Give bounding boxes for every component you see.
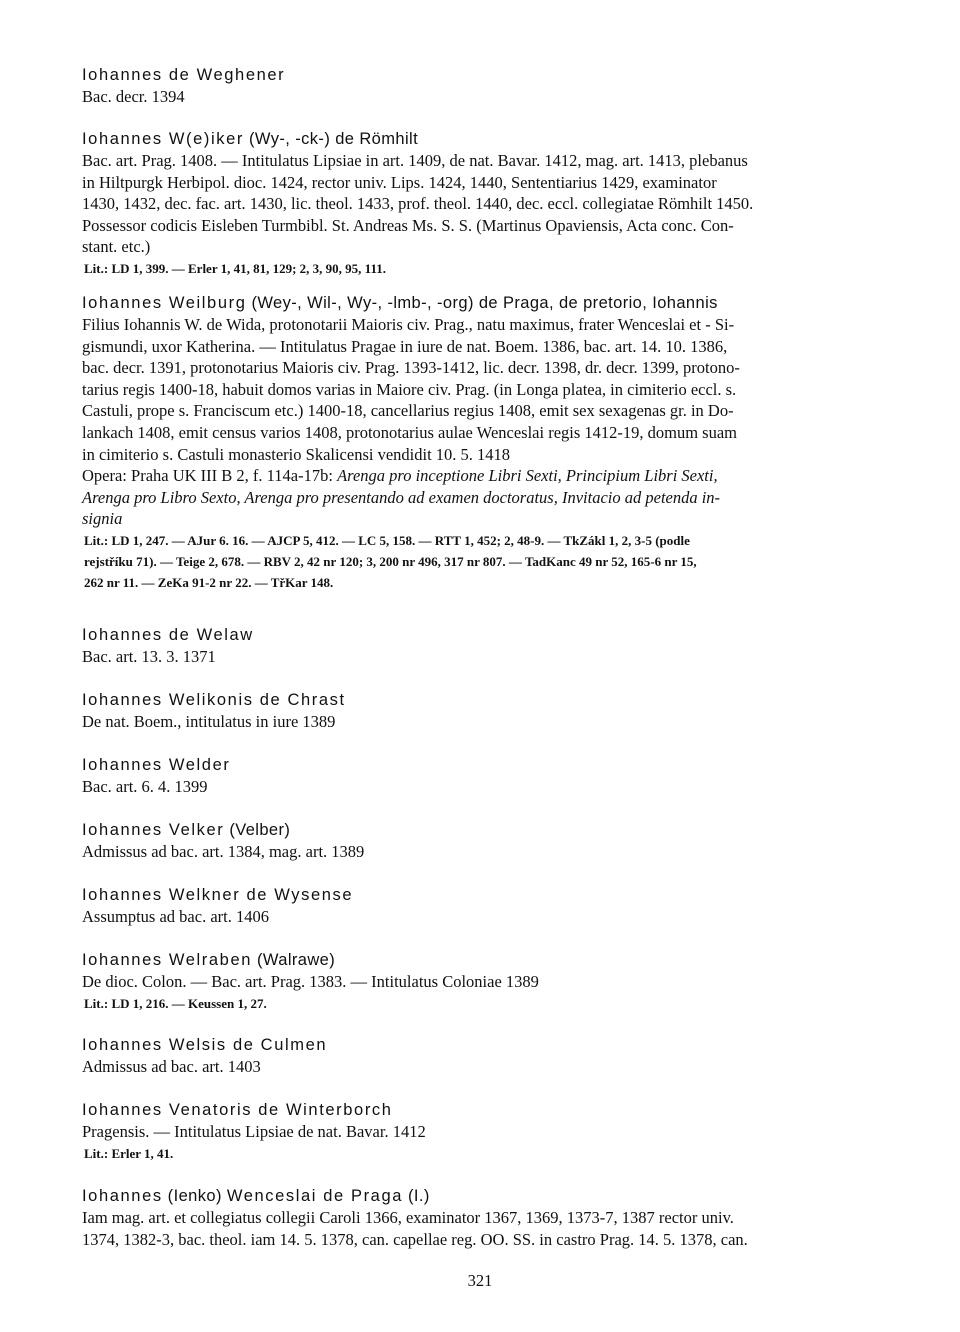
literature-line: Lit.: LD 1, 399. — Erler 1, 41, 81, 129; 2, 3, 90, 95, 111. — [84, 260, 387, 276]
entry-body — [82, 841, 882, 863]
literature-line: Lit.: Erler 1, 41. — [84, 1145, 174, 1161]
entry-line: Admissus ad bac. art. 1403 — [82, 1057, 261, 1076]
entry-name-variants: (Wey-, Wil-, Wy-, -lmb-, -org) de Praga, de pretorio, Iohannis — [246, 294, 718, 312]
entry-body — [82, 314, 882, 530]
opera-line — [82, 465, 882, 487]
entry-line: Assumptus ad bac. art. 1406 — [82, 907, 269, 926]
entry-body — [82, 646, 882, 668]
literature-line: Lit.: LD 1, 216. — Keussen 1, 27. — [84, 995, 267, 1011]
entry-line: bac. decr. 1391, protonotarius Maioris civ. Prag. 1393-1412, lic. decr. 1398, dr. decr. 1399, protono- — [82, 358, 740, 378]
entry-welikonis — [82, 689, 882, 733]
entry-name — [82, 1185, 882, 1207]
entry-body — [82, 1207, 882, 1250]
entry-name — [82, 949, 882, 971]
entry-body — [82, 971, 882, 993]
entry-body — [82, 776, 882, 798]
entry-welaw — [82, 624, 882, 668]
entry-body — [82, 1121, 882, 1143]
entry-line: tarius regis 1400-18, habuit domos varias in Maiore civ. Prag. (in Longa platea, in cimiterio eccl. s. — [82, 379, 737, 399]
entry-name-rest: Wenceslai de Praga — [226, 1187, 403, 1205]
entry-velker — [82, 819, 882, 863]
entry-body — [82, 86, 882, 108]
entry-body — [82, 150, 882, 258]
opera-title: Arenga pro Libro Sexto, Arenga pro presentando ad examen doctoratus, Invitacio ad petenda in- — [82, 487, 721, 507]
entry-line: Bac. art. 13. 3. 1371 — [82, 647, 216, 666]
entry-name-variants: (Ienko) — [162, 1187, 227, 1205]
literature-block — [82, 258, 882, 279]
entry-line: in cimiterio s. Castuli monasterio Skalicensi vendidit 10. 5. 1418 — [82, 444, 511, 464]
entry-body — [82, 711, 882, 733]
entry-name: Iohannes Welder — [82, 756, 231, 774]
entry-name — [82, 292, 882, 314]
entry-line: Bac. decr. 1394 — [82, 87, 185, 106]
entry-line: Bac. art. 6. 4. 1399 — [82, 777, 208, 796]
opera-prefix: Opera: Praha UK III B 2, f. 114a-17b: — [82, 466, 338, 486]
entry-name-suffix: (I.) — [403, 1187, 430, 1205]
entry-name-main: Iohannes W(e)iker — [82, 130, 245, 148]
entry-line: Castuli, prope s. Franciscum etc.) 1400-18, cancellarius regius 1408, emit sex sexagenas gr. in Do- — [82, 401, 734, 421]
entry-line: Pragensis. — Intitulatus Lipsiae de nat. Bavar. 1412 — [82, 1122, 426, 1141]
entry-name — [82, 819, 882, 841]
literature-line: Lit.: LD 1, 247. — AJur 6. 16. — AJCP 5, 412. — LC 5, 158. — RTT 1, 452; 2, 48-9. — TkZákl 1, 2, 3-5 (podle — [84, 532, 690, 548]
entry-name-variants: (Walrawe) — [252, 951, 336, 969]
entry-line: Bac. art. Prag. 1408. — Intitulatus Lipsiae in art. 1409, de nat. Bavar. 1412, mag. art. 1413, plebanus — [82, 151, 748, 170]
opera-title: Arenga pro inceptione Libri Sexti, Principium Libri Sexti, — [337, 466, 718, 486]
entry-body — [82, 1056, 882, 1078]
entry-name-variants: (Velber) — [224, 821, 291, 839]
literature-line: rejstříku 71). — Teige 2, 678. — RBV 2, 42 nr 120; 3, 200 nr 496, 317 nr 807. — TadKanc 49 nr 52, 165-6 nr 15, — [84, 553, 697, 569]
literature-block — [82, 993, 882, 1014]
entry-line: 1374, 1382-3, bac. theol. iam 14. 5. 1378, can. capellae reg. OO. SS. in castro Prag. 14. 5. 1378, can. — [82, 1229, 748, 1249]
entry-line: Iam mag. art. et collegiatus collegii Caroli 1366, examinator 1367, 1369, 1373-7, 1387 rector univ. — [82, 1208, 734, 1227]
entry-line: gismundi, uxor Katherina. — Intitulatus Pragae in iure de nat. Boem. 1386, bac. art. 14. 10. 1386, — [82, 336, 728, 356]
entry-line: Filius Iohannis W. de Wida, protonotarii Maioris civ. Prag., natu maximus, frater Wenceslai et - Si- — [82, 315, 735, 334]
entry-name: Iohannes Welkner de Wysense — [82, 886, 354, 904]
entry-name-variants: (Wy-, -ck-) de Römhilt — [244, 130, 419, 148]
entry-venatoris — [82, 1099, 882, 1164]
entry-name-main: Iohannes — [82, 1187, 163, 1205]
entry-name: Iohannes de Welaw — [82, 626, 254, 644]
entry-welkner — [82, 884, 882, 928]
entry-name-main: Iohannes Velker — [82, 821, 225, 839]
entry-welraben — [82, 949, 882, 1014]
literature-line: 262 nr 11. — ZeKa 91-2 nr 22. — TřKar 148. — [84, 574, 334, 590]
page-number: 321 — [467, 1271, 493, 1290]
entry-line: De nat. Boem., intitulatus in iure 1389 — [82, 712, 336, 731]
entry-name: Iohannes Venatoris de Winterborch — [82, 1101, 393, 1119]
entry-line: Possessor codicis Eisleben Turmbibl. St. Andreas Ms. S. S. (Martinus Opaviensis, Acta conc. Con- — [82, 215, 734, 235]
opera-title: signia — [82, 509, 123, 529]
entry-line: 1430, 1432, dec. fac. art. 1430, lic. theol. 1433, prof. theol. 1440, dec. eccl. collegiatae Römhilt 1450. — [82, 194, 754, 214]
entry-name — [82, 128, 882, 150]
literature-block — [82, 1143, 882, 1164]
literature-block — [82, 530, 882, 593]
entry-welsis — [82, 1034, 882, 1078]
entry-line: lankach 1408, emit census varios 1408, protonotarius aulae Wenceslai regis 1412-19, domum suam — [82, 422, 738, 442]
entry-line: stant. etc.) — [82, 237, 151, 257]
entry-name-main: Iohannes Welraben — [82, 951, 252, 969]
entry-welder — [82, 754, 882, 798]
entry-line: in Hiltpurgk Herbipol. dioc. 1424, rector univ. Lips. 1424, 1440, Sententiarius 1429, examinator — [82, 172, 717, 192]
entry-line: Admissus ad bac. art. 1384, mag. art. 1389 — [82, 842, 365, 861]
entry-weiker — [82, 128, 882, 279]
entry-weilburg — [82, 292, 882, 593]
entry-line: De dioc. Colon. — Bac. art. Prag. 1383. — Intitulatus Coloniae 1389 — [82, 972, 539, 991]
entry-body — [82, 906, 882, 928]
entry-name-main: Iohannes Weilburg — [82, 294, 247, 312]
entry-name: Iohannes Welikonis de Chrast — [82, 691, 346, 709]
entry-name: Iohannes de Weghener — [82, 66, 286, 84]
entry-name: Iohannes Welsis de Culmen — [82, 1036, 328, 1054]
entry-wenceslai — [82, 1185, 882, 1250]
entry-weghener — [82, 64, 882, 108]
